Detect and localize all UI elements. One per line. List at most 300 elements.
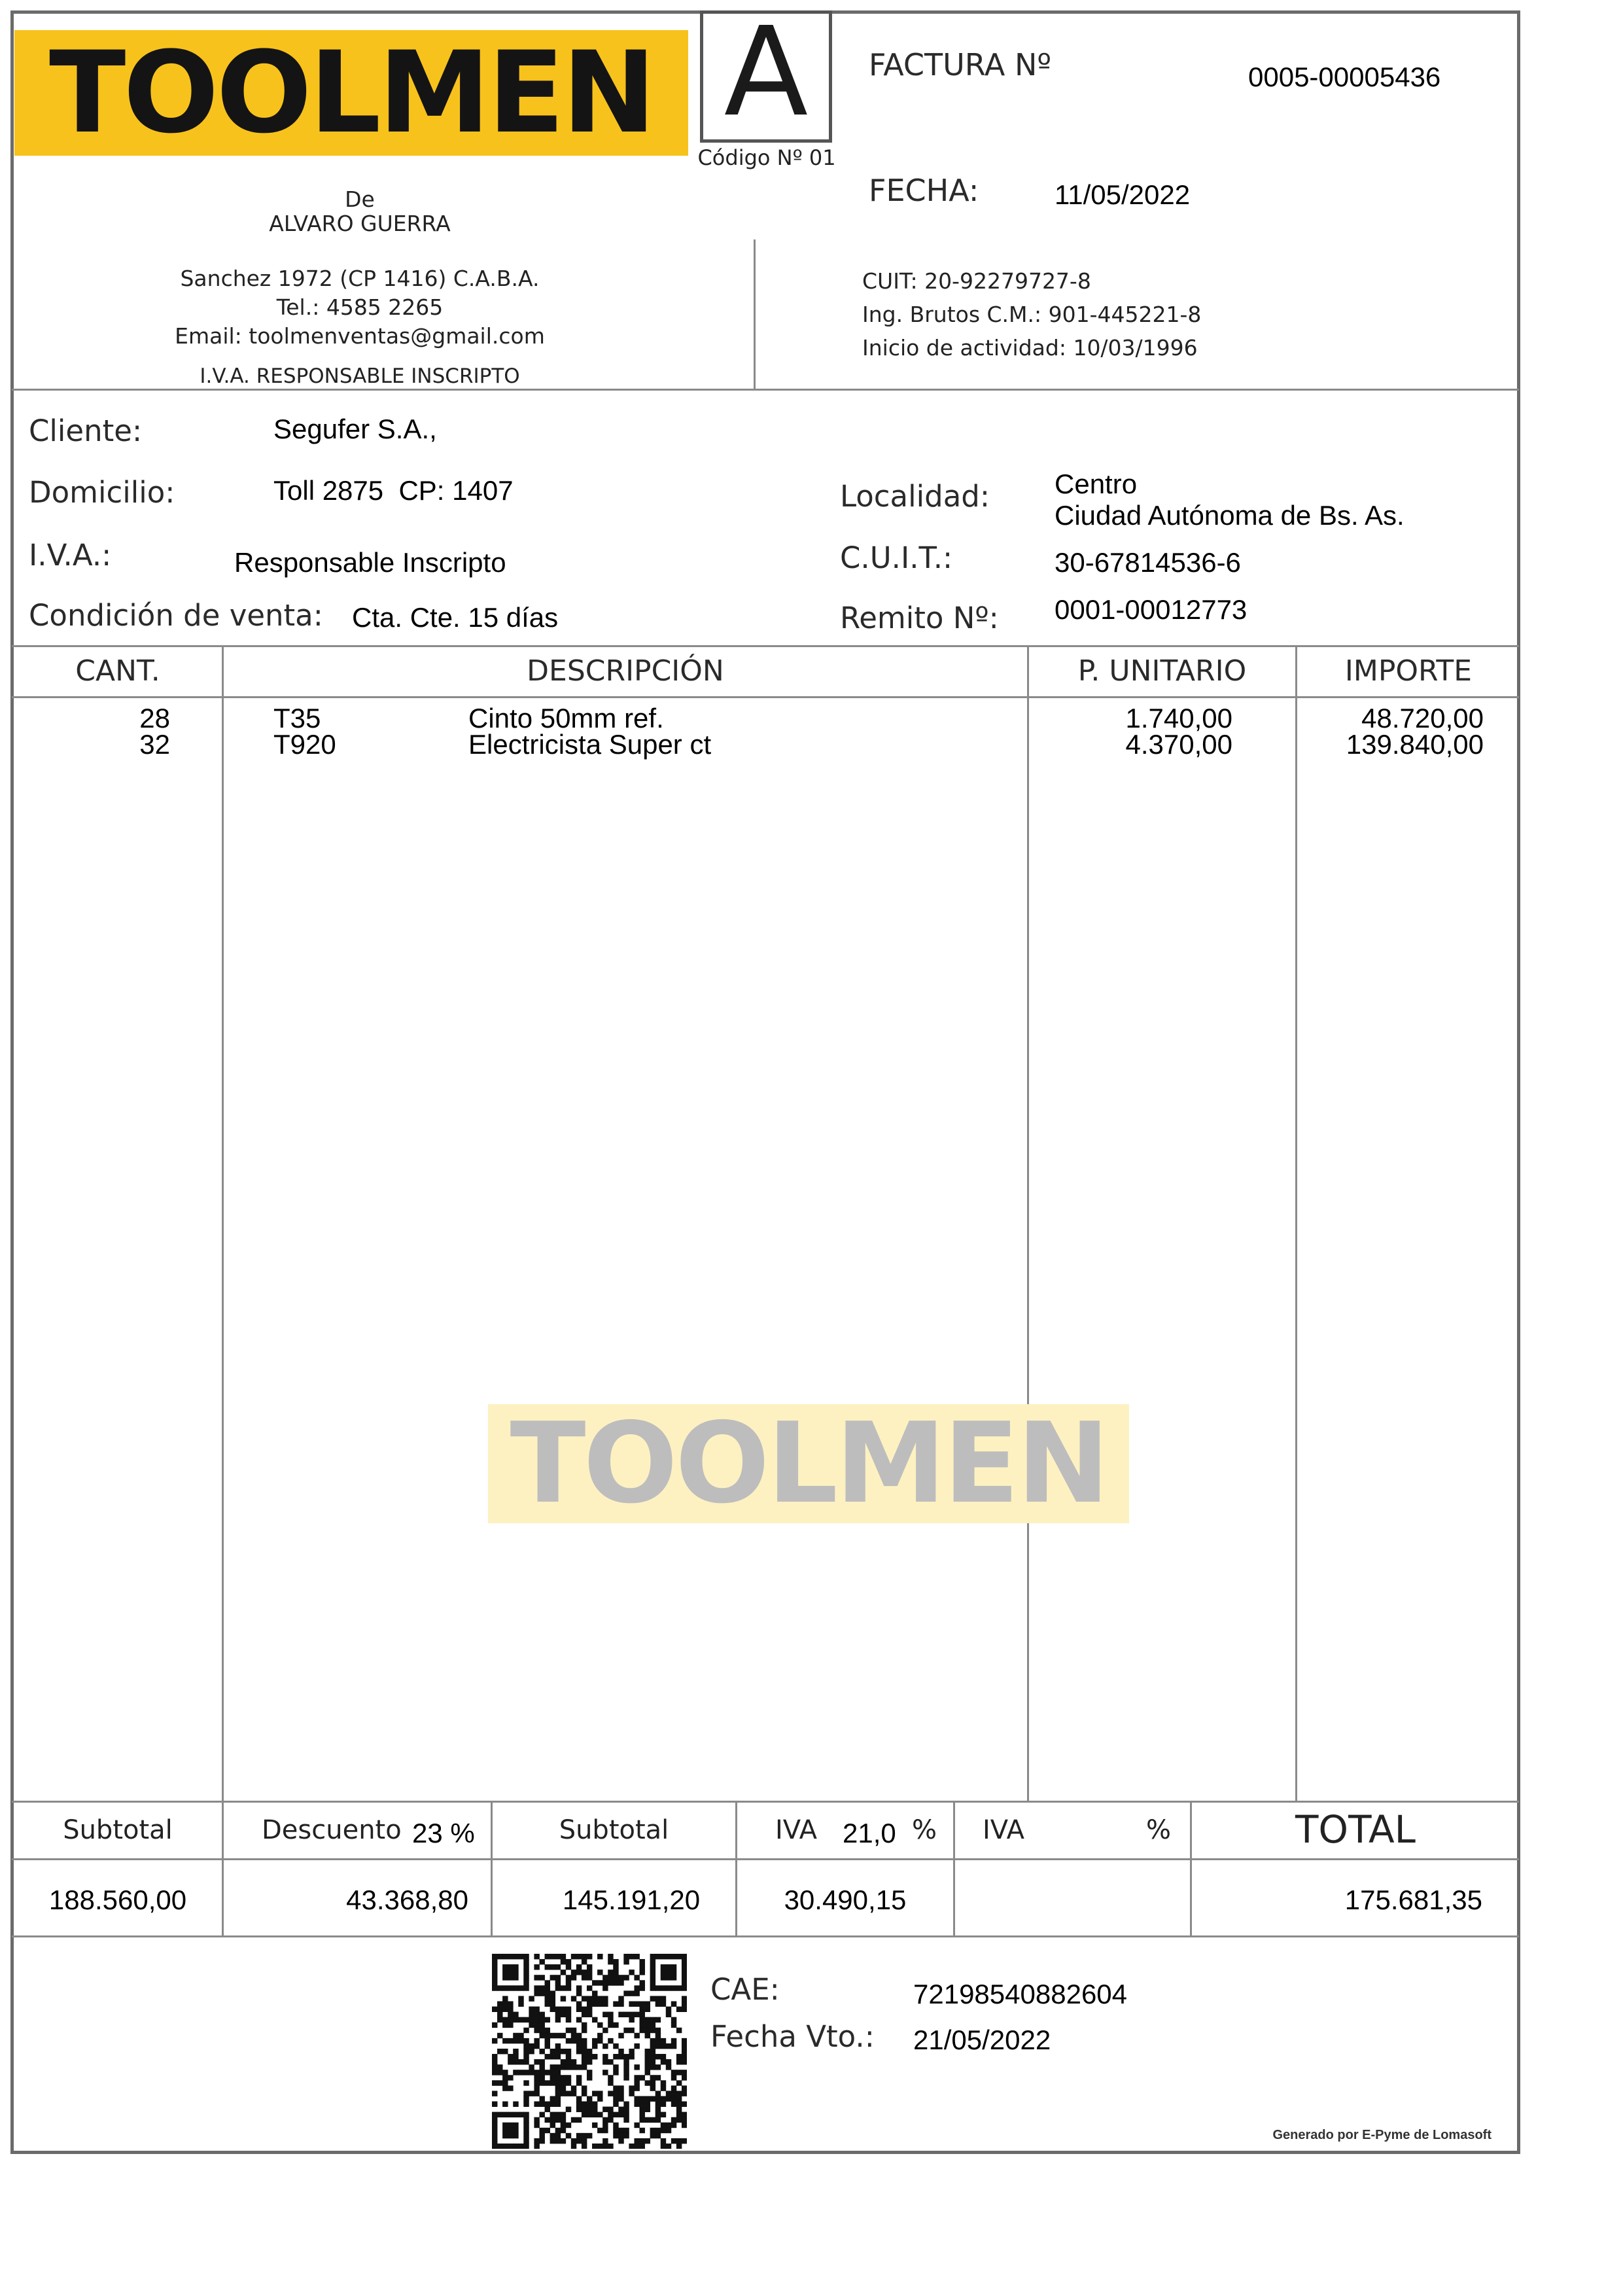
qr-module: [518, 1996, 523, 2001]
qr-module: [492, 2022, 497, 2028]
qr-module: [602, 2123, 608, 2128]
qr-module: [561, 2138, 566, 2144]
table-top-line: [12, 645, 1519, 647]
row-2-importe: 139.840,00: [1346, 729, 1484, 760]
qr-module: [502, 2038, 508, 2043]
qr-module: [497, 1985, 502, 1990]
qr-module: [613, 1969, 618, 1975]
qr-module: [513, 2070, 518, 2075]
descuento-label: Descuento: [262, 1815, 402, 1845]
qr-module: [508, 2123, 513, 2128]
qr-module: [608, 2017, 613, 2022]
qr-module: [623, 2028, 629, 2033]
qr-module: [597, 2096, 602, 2101]
qr-module: [508, 2017, 513, 2022]
qr-module: [602, 2012, 608, 2017]
qr-module: [661, 1975, 666, 1980]
qr-module: [597, 2022, 602, 2028]
qr-module: [613, 2133, 618, 2138]
qr-module: [623, 2128, 629, 2133]
qr-module: [671, 1954, 676, 1959]
qr-module: [682, 2091, 687, 2096]
invoice-type-letter: A: [724, 1, 809, 144]
qr-module: [629, 2144, 634, 2149]
qr-module: [661, 2043, 666, 2049]
qr-module: [513, 1969, 518, 1975]
col-header-unit: P. UNITARIO: [1077, 654, 1247, 688]
qr-module: [571, 1996, 576, 2001]
cae-value: 72198540882604: [913, 1979, 1128, 2009]
qr-module: [508, 1975, 513, 1980]
qr-module: [502, 1969, 508, 1975]
qr-module: [650, 2059, 655, 2064]
qr-module: [561, 2059, 566, 2064]
qr-module: [555, 1985, 561, 1990]
qr-module: [513, 1975, 518, 1980]
qr-module: [497, 1954, 502, 1959]
qr-module: [582, 1975, 587, 1980]
qr-module: [592, 1980, 597, 1985]
qr-module: [523, 2138, 529, 2144]
qr-module: [502, 2017, 508, 2022]
qr-module: [545, 2017, 550, 2022]
qr-module: [555, 2054, 561, 2059]
qr-module: [582, 2038, 587, 2043]
qr-module: [587, 1975, 592, 1980]
qr-module: [634, 2001, 639, 2006]
qr-module: [650, 1969, 655, 1975]
qr-module: [502, 2049, 508, 2054]
qr-module: [650, 2080, 655, 2085]
qr-module: [497, 2064, 502, 2070]
qr-module: [497, 2112, 502, 2117]
qr-module: [523, 2112, 529, 2117]
qr-module: [645, 2059, 650, 2064]
qr-module: [492, 2123, 497, 2128]
qr-module: [655, 2102, 661, 2107]
qr-module: [523, 2028, 529, 2033]
qr-module: [655, 2064, 661, 2070]
qr-module: [602, 1980, 608, 1985]
qr-module: [508, 1964, 513, 1969]
qr-module: [518, 1954, 523, 1959]
qr-module: [523, 2017, 529, 2022]
qr-module: [602, 2128, 608, 2133]
qr-module: [545, 2117, 550, 2123]
qr-module: [550, 1996, 555, 2001]
header-separator: [12, 389, 1519, 391]
qr-module: [523, 2049, 529, 2054]
qr-module: [650, 2064, 655, 2070]
brand-watermark: [488, 1399, 1129, 1528]
row-1-unit: 1.740,00: [1125, 703, 1232, 733]
qr-module: [545, 2107, 550, 2112]
qr-module: [661, 2059, 666, 2064]
qr-module: [613, 2123, 618, 2128]
qr-module: [518, 2144, 523, 2149]
generated-by: Generado por E-Pyme de Lomasoft: [1272, 2128, 1492, 2142]
qr-module: [545, 2080, 550, 2085]
localidad-value-2: Ciudad Autónoma de Bs. As.: [1055, 500, 1405, 531]
qr-module: [555, 2075, 561, 2080]
qr-module: [582, 1969, 587, 1975]
qr-module: [640, 2017, 645, 2022]
condicion-value: Cta. Cte. 15 días: [352, 602, 559, 633]
qr-module: [534, 1990, 539, 1996]
qr-module: [666, 1954, 671, 1959]
totals-divider-3: [735, 1801, 737, 1937]
col-divider-cant: [222, 645, 224, 1802]
qr-module: [587, 2001, 592, 2006]
qr-module: [497, 2017, 502, 2022]
qr-module: [502, 2007, 508, 2012]
qr-module: [571, 2117, 576, 2123]
qr-module: [550, 2049, 555, 2054]
qr-module: [555, 2012, 561, 2017]
qr-module: [555, 2043, 561, 2049]
qr-module: [582, 2144, 587, 2149]
qr-module: [492, 2059, 497, 2064]
qr-module: [502, 2001, 508, 2006]
qr-module: [676, 2096, 682, 2101]
qr-module: [492, 1985, 497, 1990]
qr-module: [587, 1969, 592, 1975]
qr-module: [545, 2043, 550, 2049]
qr-module: [545, 1996, 550, 2001]
qr-module: [497, 2070, 502, 2075]
qr-module: [618, 2001, 623, 2006]
qr-module: [518, 2059, 523, 2064]
qr-module: [545, 2001, 550, 2006]
qr-module: [534, 2085, 539, 2091]
qr-module: [555, 2017, 561, 2022]
qr-module: [634, 2096, 639, 2101]
iva-value: Responsable Inscripto: [234, 547, 506, 578]
qr-module: [608, 2075, 613, 2080]
qr-module: [655, 2054, 661, 2059]
qr-module: [640, 1959, 645, 1964]
qr-module: [634, 1954, 639, 1959]
qr-module: [534, 1964, 539, 1969]
qr-module: [602, 2043, 608, 2049]
qr-module: [534, 2059, 539, 2064]
qr-module: [618, 2012, 623, 2017]
qr-module: [523, 2123, 529, 2128]
qr-module: [682, 2123, 687, 2128]
table-header-line: [12, 696, 1519, 698]
qr-module: [571, 1975, 576, 1980]
qr-module: [655, 2133, 661, 2138]
qr-module: [676, 2138, 682, 2144]
qr-module: [523, 1980, 529, 1985]
qr-module: [671, 1969, 676, 1975]
qr-module: [508, 2007, 513, 2012]
qr-module: [534, 1975, 539, 1980]
qr-module: [650, 2133, 655, 2138]
qr-module: [545, 1985, 550, 1990]
qr-module: [676, 2080, 682, 2085]
qr-module: [502, 2112, 508, 2117]
qr-module: [545, 2033, 550, 2038]
qr-module: [597, 1980, 602, 1985]
qr-module: [582, 1996, 587, 2001]
qr-module: [608, 2059, 613, 2064]
qr-module: [650, 2049, 655, 2054]
qr-module: [502, 1985, 508, 1990]
qr-module: [676, 1954, 682, 1959]
qr-module: [539, 2064, 544, 2070]
qr-module: [571, 2144, 576, 2149]
qr-module: [576, 2075, 582, 2080]
qr-module: [592, 2017, 597, 2022]
qr-module: [650, 1996, 655, 2001]
qr-module: [497, 2033, 502, 2038]
qr-module: [529, 2017, 534, 2022]
qr-module: [640, 2028, 645, 2033]
qr-module: [661, 1954, 666, 1959]
qr-module: [508, 2012, 513, 2017]
qr-module: [550, 2102, 555, 2107]
row-1-desc: Cinto 50mm ref.: [468, 703, 664, 733]
qr-module: [655, 2001, 661, 2006]
qr-module: [523, 2128, 529, 2133]
qr-module: [613, 2091, 618, 2096]
qr-module: [666, 2064, 671, 2070]
qr-module: [613, 1980, 618, 1985]
domicilio-label: Domicilio:: [29, 475, 175, 510]
qr-module: [629, 2012, 634, 2017]
qr-module: [508, 2022, 513, 2028]
iva-pct-sign: %: [912, 1815, 937, 1845]
qr-module: [640, 2001, 645, 2006]
qr-module: [618, 2091, 623, 2096]
qr-module: [550, 2070, 555, 2075]
qr-module: [587, 1954, 592, 1959]
qr-module: [623, 2059, 629, 2064]
qr-module: [561, 1985, 566, 1990]
qr-module: [592, 2038, 597, 2043]
qr-module: [566, 2091, 571, 2096]
qr-module: [582, 2049, 587, 2054]
qr-module: [640, 2138, 645, 2144]
qr-module: [539, 2028, 544, 2033]
qr-module: [582, 2112, 587, 2117]
qr-module: [555, 1964, 561, 1969]
qr-module: [640, 2112, 645, 2117]
qr-module: [671, 2038, 676, 2043]
qr-module: [618, 2107, 623, 2112]
qr-module: [629, 1954, 634, 1959]
qr-module: [655, 1985, 661, 1990]
issuer-inicio: Inicio de actividad: 10/03/1996: [862, 335, 1198, 361]
qr-module: [629, 2049, 634, 2054]
qr-module: [502, 2075, 508, 2080]
qr-module: [655, 2091, 661, 2096]
qr-module: [634, 2102, 639, 2107]
qr-module: [650, 2054, 655, 2059]
qr-module: [682, 2117, 687, 2123]
qr-module: [566, 1959, 571, 1964]
qr-module: [608, 2144, 613, 2149]
row-1-code: T35: [273, 703, 321, 733]
qr-module: [534, 2017, 539, 2022]
qr-module: [592, 2001, 597, 2006]
qr-module: [555, 2033, 561, 2038]
qr-module: [676, 2054, 682, 2059]
qr-module: [676, 2028, 682, 2033]
row-2-unit: 4.370,00: [1125, 729, 1232, 760]
qr-module: [671, 2022, 676, 2028]
qr-module: [618, 2033, 623, 2038]
qr-module: [587, 1964, 592, 1969]
qr-module: [655, 1996, 661, 2001]
qr-module: [661, 2128, 666, 2133]
qr-module: [545, 2028, 550, 2033]
qr-module: [534, 2038, 539, 2043]
qr-module: [571, 1954, 576, 1959]
qr-module: [676, 2059, 682, 2064]
qr-module: [518, 1985, 523, 1990]
qr-module: [518, 2070, 523, 2075]
qr-module: [576, 1964, 582, 1969]
qr-module: [592, 1996, 597, 2001]
qr-module: [561, 2112, 566, 2117]
brand-logo: [14, 27, 688, 158]
qr-module: [508, 2038, 513, 2043]
qr-module: [608, 2038, 613, 2043]
qr-module: [618, 2138, 623, 2144]
row-2-code: T920: [273, 729, 336, 760]
qr-module: [513, 2049, 518, 2054]
qr-module: [682, 2001, 687, 2006]
qr-module: [613, 1975, 618, 1980]
qr-module: [508, 2128, 513, 2133]
fecha-label: FECHA:: [869, 173, 979, 208]
qr-module: [623, 2075, 629, 2080]
qr-module: [650, 2038, 655, 2043]
qr-module: [582, 2007, 587, 2012]
qr-module: [513, 2038, 518, 2043]
qr-module: [534, 2012, 539, 2017]
qr-module: [513, 2123, 518, 2128]
qr-module: [555, 2080, 561, 2085]
qr-module: [550, 2075, 555, 2080]
qr-module: [582, 2012, 587, 2017]
qr-module: [534, 2070, 539, 2075]
qr-module: [676, 2107, 682, 2112]
qr-module: [566, 2133, 571, 2138]
qr-module: [571, 2085, 576, 2091]
qr-module: [566, 2054, 571, 2059]
qr-module: [566, 2080, 571, 2085]
qr-module: [550, 1954, 555, 1959]
qr-module: [566, 1975, 571, 1980]
qr-module: [618, 2054, 623, 2059]
qr-module: [623, 1959, 629, 1964]
issuer-name: ALVARO GUERRA: [269, 211, 451, 236]
qr-module: [608, 2107, 613, 2112]
qr-module: [623, 2107, 629, 2112]
qr-module: [613, 2022, 618, 2028]
qr-module: [502, 2080, 508, 2085]
qr-module: [550, 2096, 555, 2101]
qr-module: [539, 2112, 544, 2117]
qr-module: [634, 2138, 639, 2144]
qr-module: [513, 1964, 518, 1969]
qr-module: [650, 2017, 655, 2022]
qr-module: [539, 1985, 544, 1990]
qr-module: [576, 1990, 582, 1996]
qr-module: [587, 1996, 592, 2001]
qr-module: [645, 2107, 650, 2112]
qr-module: [629, 2028, 634, 2033]
qr-module: [534, 2144, 539, 2149]
qr-module: [682, 2049, 687, 2054]
qr-module: [645, 2054, 650, 2059]
qr-module: [508, 1969, 513, 1975]
qr-module: [671, 2043, 676, 2049]
qr-module: [582, 2107, 587, 2112]
qr-module: [534, 2022, 539, 2028]
qr-module: [640, 2022, 645, 2028]
qr-module: [561, 2033, 566, 2038]
qr-module: [534, 2102, 539, 2107]
qr-module: [613, 2054, 618, 2059]
qr-module: [671, 2138, 676, 2144]
qr-module: [508, 2144, 513, 2149]
qr-module: [518, 2038, 523, 2043]
qr-module: [555, 2128, 561, 2133]
qr-module: [550, 2054, 555, 2059]
qr-module: [523, 2080, 529, 2085]
qr-module: [523, 2054, 529, 2059]
remito-value: 0001-00012773: [1055, 594, 1248, 625]
qr-module: [661, 2085, 666, 2091]
issuer-iva-status: I.V.A. RESPONSABLE INSCRIPTO: [200, 364, 520, 388]
qr-module: [661, 2138, 666, 2144]
qr-module: [508, 2075, 513, 2080]
qr-module: [566, 1980, 571, 1985]
qr-module: [608, 2022, 613, 2028]
qr-module: [682, 2138, 687, 2144]
qr-module: [576, 2007, 582, 2012]
qr-module: [534, 2138, 539, 2144]
qr-module: [623, 2102, 629, 2107]
qr-module: [561, 2075, 566, 2080]
qr-module: [613, 2096, 618, 2101]
qr-module: [518, 2017, 523, 2022]
qr-module: [640, 2107, 645, 2112]
qr-module: [623, 1975, 629, 1980]
qr-module: [539, 2012, 544, 2017]
qr-module: [529, 2007, 534, 2012]
qr-module: [582, 2054, 587, 2059]
qr-module: [623, 2117, 629, 2123]
header-divider: [754, 239, 756, 390]
qr-module: [492, 2007, 497, 2012]
qr-module: [555, 2133, 561, 2138]
qr-module: [492, 1969, 497, 1975]
qr-module: [682, 2038, 687, 2043]
qr-module: [650, 1980, 655, 1985]
qr-module: [539, 2133, 544, 2138]
qr-module: [634, 2064, 639, 2070]
qr-module: [655, 2128, 661, 2133]
qr-module: [661, 2112, 666, 2117]
qr-module: [671, 2091, 676, 2096]
qr-module: [582, 2133, 587, 2138]
qr-module: [508, 2001, 513, 2006]
